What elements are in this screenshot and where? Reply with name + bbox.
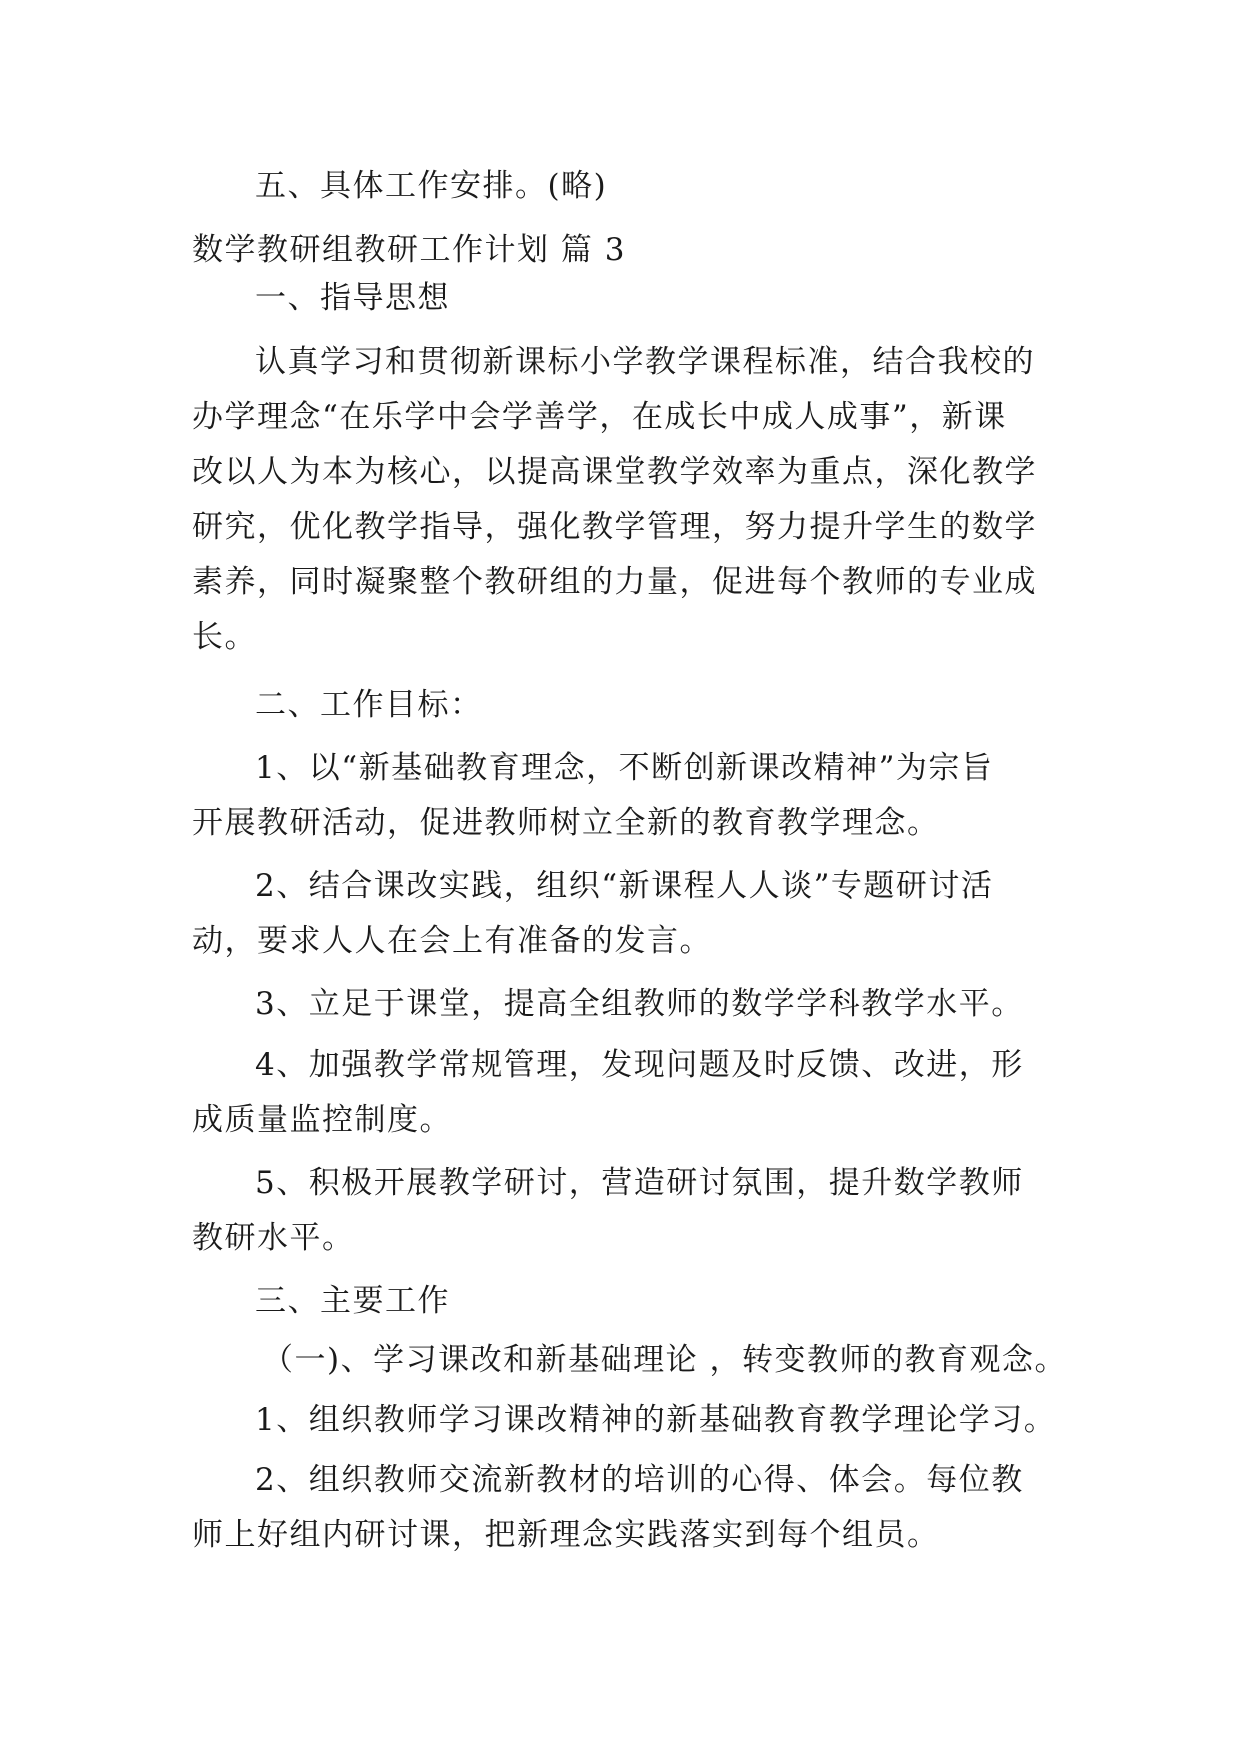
goal-item-4-cont: 成质量监控制度。 <box>192 1102 452 1138</box>
goal-item-1-cont: 开展教研活动，促进教师树立全新的教育教学理念。 <box>192 805 940 841</box>
paragraph-line: 认真学习和贯彻新课标小学教学课程标准，结合我校的 <box>255 344 1035 380</box>
section-two-heading: 二、工作目标： <box>255 687 483 723</box>
paragraph-line: 长。 <box>192 619 257 655</box>
paragraph-line: 研究，优化教学指导，强化教学管理，努力提升学生的数学 <box>192 509 1037 545</box>
goal-item-5-cont: 教研水平。 <box>192 1220 355 1256</box>
subsection-one-heading: （一)、学习课改和新基础理论 ，转变教师的教育观念。 <box>262 1342 1067 1378</box>
work-item-2: 2、组织教师交流新教材的培训的心得、体会。每位教 <box>255 1462 1024 1498</box>
goal-item-2-cont: 动，要求人人在会上有准备的发言。 <box>192 923 712 959</box>
work-item-1: 1、组织教师学习课改精神的新基础教育教学理论学习。 <box>255 1402 1057 1438</box>
goal-item-5: 5、积极开展教学研讨，营造研讨氛围，提升数学教师 <box>255 1165 1024 1201</box>
goal-item-1: 1、以“新基础教育理念，不断创新课改精神”为宗旨 <box>255 750 994 786</box>
section-one-heading: 一、指导思想 <box>255 280 450 316</box>
goal-item-4: 4、加强教学常规管理，发现问题及时反馈、改进，形 <box>255 1047 1024 1083</box>
plan-title: 数学教研组教研工作计划 篇 3 <box>192 232 626 268</box>
paragraph-line: 办学理念“在乐学中会学善学，在成长中成人成事”，新课 <box>192 399 1007 435</box>
paragraph-line: 改以人为本为核心，以提高课堂教学效率为重点，深化教学 <box>192 454 1037 490</box>
goal-item-2: 2、结合课改实践，组织“新课程人人谈”专题研讨活 <box>255 868 994 904</box>
section-five-heading: 五、具体工作安排。(略) <box>255 168 608 204</box>
section-three-heading: 三、主要工作 <box>255 1283 450 1319</box>
paragraph-line: 素养，同时凝聚整个教研组的力量，促进每个教师的专业成 <box>192 564 1037 600</box>
work-item-2-cont: 师上好组内研讨课，把新理念实践落实到每个组员。 <box>192 1517 940 1553</box>
goal-item-3: 3、立足于课堂，提高全组教师的数学学科教学水平。 <box>255 986 1024 1022</box>
